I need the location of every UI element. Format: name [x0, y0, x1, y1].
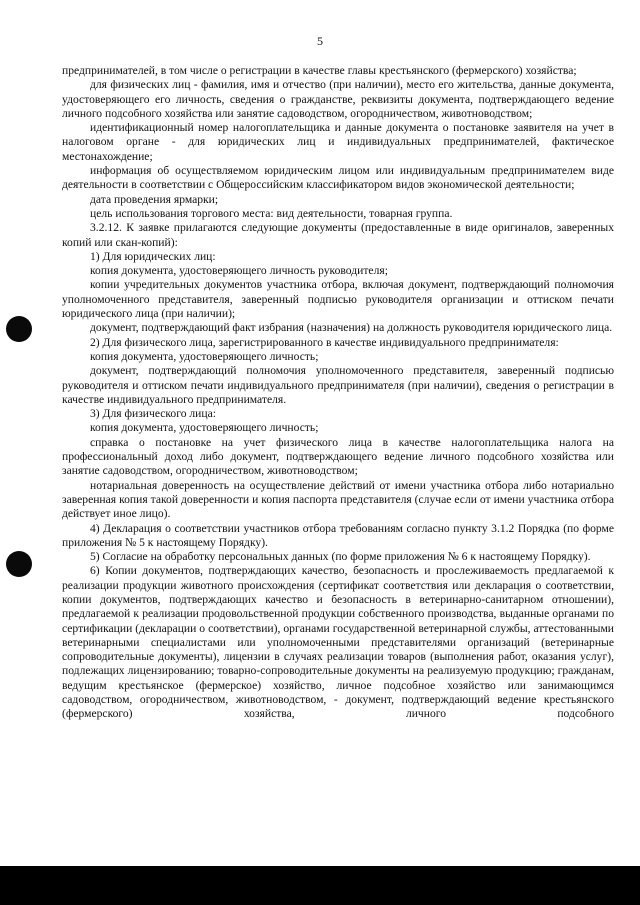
paragraph: 2) Для физического лица, зарегистрированного в качестве индивидуального предпринимателя: — [90, 335, 559, 349]
paragraph: документ, подтверждающий полномочия уполномоченного представителя, заверенный подписью руководителя и оттиском печати индивидуального предпринимателя (при наличии), сведения о регистрации в качестве индивидуального предпринимателя. — [62, 364, 614, 406]
page-number: 5 — [317, 34, 323, 48]
paragraph: цель использования торгового места: вид деятельности, товарная группа. — [90, 206, 453, 220]
paragraph: информация об осуществляемом юридическим лицом или индивидуальным предпринимателем виде деятельности в соответствии с Общероссийским классификатором видов экономической деятельности; — [62, 164, 614, 192]
punch-hole — [6, 316, 32, 342]
paragraph: 5) Согласие на обработку персональных данных (по форме приложения № 6 к настоящему Порядку). — [90, 550, 591, 564]
paragraph: предпринимателей, в том числе о регистрации в качестве главы крестьянского (фермерского) хозяйства; — [62, 64, 577, 77]
paragraph: копия документа, удостоверяющего личность; — [90, 349, 319, 363]
paragraph: для физических лиц - фамилия, имя и отчество (при наличии), место его жительства, данные документа, удостоверяющего его личность, сведения о гражданстве, реквизиты документа, подтверждающего ведение личного подсобного хозяйства или занятие садоводством, огородничеством, животноводством; — [62, 78, 614, 120]
paragraph: 4) Декларация о соответствии участников отбора требованиям согласно пункту 3.1.2 Порядка (по форме приложения № 5 к настоящему Порядку). — [62, 521, 614, 549]
paragraph: справка о постановке на учет физического лица в качестве налогоплательщика налога на профессиональный доход либо документ, подтверждающего ведение личного подсобного хозяйства или занятие садоводством, огородничеством, животноводством; — [62, 435, 614, 478]
paragraph: документ, подтверждающий факт избрания (назначения) на должность руководителя юридического лица. — [90, 321, 613, 335]
paragraph: нотариальная доверенность на осуществление действий от имени участника отбора либо нотариально заверенная копия такой доверенности и копия паспорта представителя (случае если от имени участника отбора действует иное лицо). — [62, 478, 614, 521]
document-body — [62, 64, 614, 722]
paragraph: 6) Копии документов, подтверждающих качество, безопасность и прослеживаемость предлагаемой к реализации продукции животного происхождения (сертификат соответствия или декларация о соответствии, копии документов, подтверждающих качество и безопасность в ветеринарно-санитарном отношении), предлагаемой к реализации продовольственной продукции собственного производства, выданные органами по сертификации (декларации о соответствии), органами государственной ветеринарной службы, аттестованными ветеринарными специалистами или уполномоченными представителями организаций (ветеринарные сопроводительные документы), лицензии в случаях реализации товаров (выполнения работ, оказания услуг), подлежащих лицензированию; товарно-сопроводительные документы на реализуемую продукцию; гражданам, ведущим крестьянское (фермерское) хозяйство, личное подсобное хозяйство или занимающимся садоводством, огородничеством, животноводством, - документ, подтверждающий ведение крестьянского (фермерского) хозяйства, личного подсобного — [62, 564, 614, 721]
punch-hole — [6, 551, 32, 577]
paragraph: копии учредительных документов участника отбора, включая документ, подтверждающий полномочия уполномоченного представителя, заверенный подписью руководителя организации и оттиском печати юридического лица (при наличии); — [62, 278, 614, 321]
paragraph: 1) Для юридических лиц: — [90, 249, 216, 263]
paragraph: копия документа, удостоверяющего личность; — [90, 421, 319, 435]
paragraph: копия документа, удостоверяющего личность руководителя; — [90, 264, 388, 278]
paragraph: идентификационный номер налогоплательщика и данные документа о постановке заявителя на учет в налоговом органе - для юридических лиц и индивидуальных предпринимателей, фактическое местонахождение; — [62, 121, 614, 163]
scan-edge-band — [0, 866, 640, 905]
paragraph: дата проведения ярмарки; — [90, 192, 219, 206]
paragraph: 3.2.12. К заявке прилагаются следующие документы (предоставленные в виде оригиналов, заверенных копий или скан-копий): — [62, 221, 614, 249]
paragraph: 3) Для физического лица: — [90, 407, 216, 421]
